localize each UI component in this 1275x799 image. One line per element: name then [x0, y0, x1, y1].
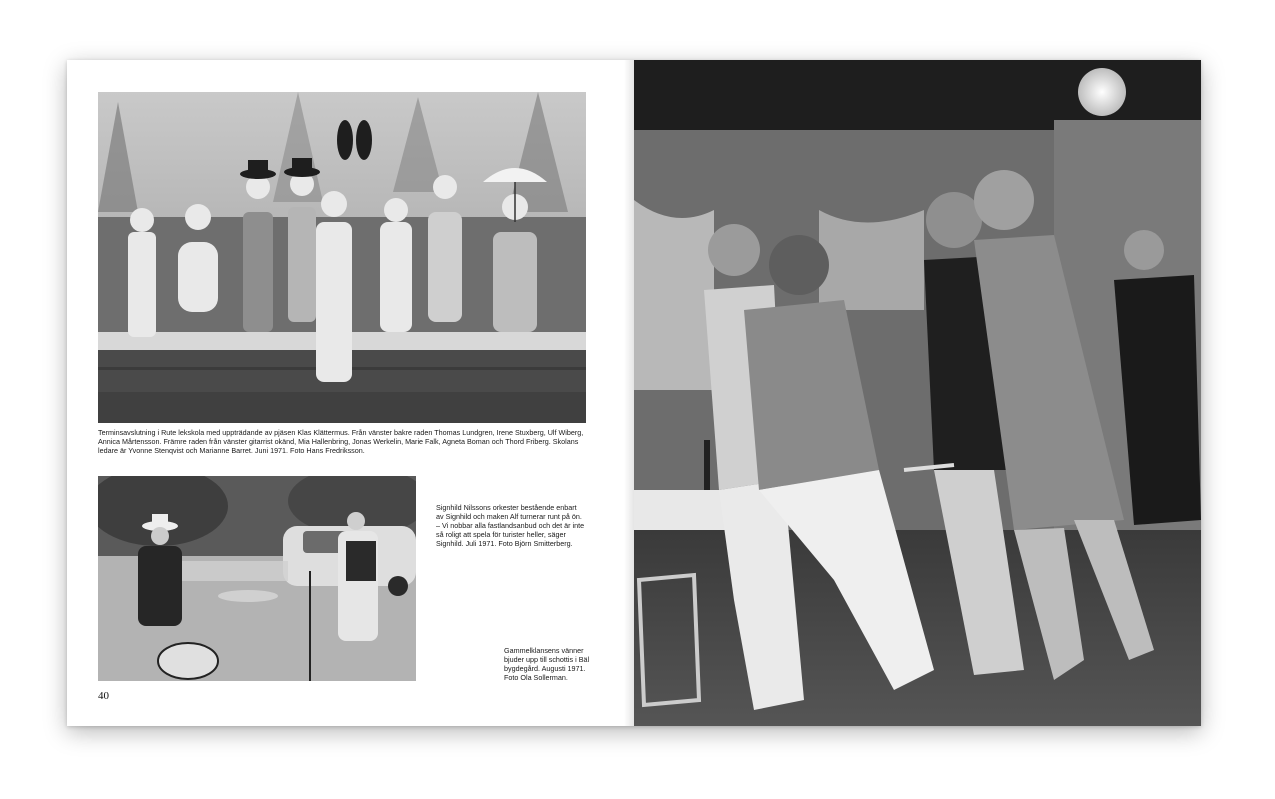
caption-school-play: Terminsavslutning i Rute lekskola med uppträdande av pjäsen Klas Klättermus. Från vänster bakre raden Thomas Lundgren, Irene Stuxberg, Ulf Wiberg, Annica Mårtensson. Främre raden från vänster gitarrist okänd, Mia Hallenbring, Jonas Werkelin, Marie Falk, Agneta Boman och Thord Friberg. Skolans ledare är Yvonne Stenqvist och Marianne Barret. Juni 1971. Foto Hans Fredriksson.: [98, 428, 584, 455]
gutter-shadow: [624, 60, 634, 726]
caption-musicians: Signhild Nilssons orkester bestående enbart av Signhild och maken Alf turnerar runt på ön. – Vi nobbar alla fastlandsanbud och det är inte så roligt att spela för turister heller, säger Signhild. Juli 1971. Foto Björn Smitterberg.: [436, 503, 585, 548]
photo-musicians: [98, 476, 416, 681]
page-number: 40: [98, 690, 109, 702]
caption-dance: Gammelklansens vänner bjuder upp till schottis i Bäl bygdegård. Augusti 1971. Foto Ola Sollerman.: [504, 646, 590, 682]
photo-dance: [634, 60, 1201, 726]
photo-school-play: [98, 92, 586, 423]
